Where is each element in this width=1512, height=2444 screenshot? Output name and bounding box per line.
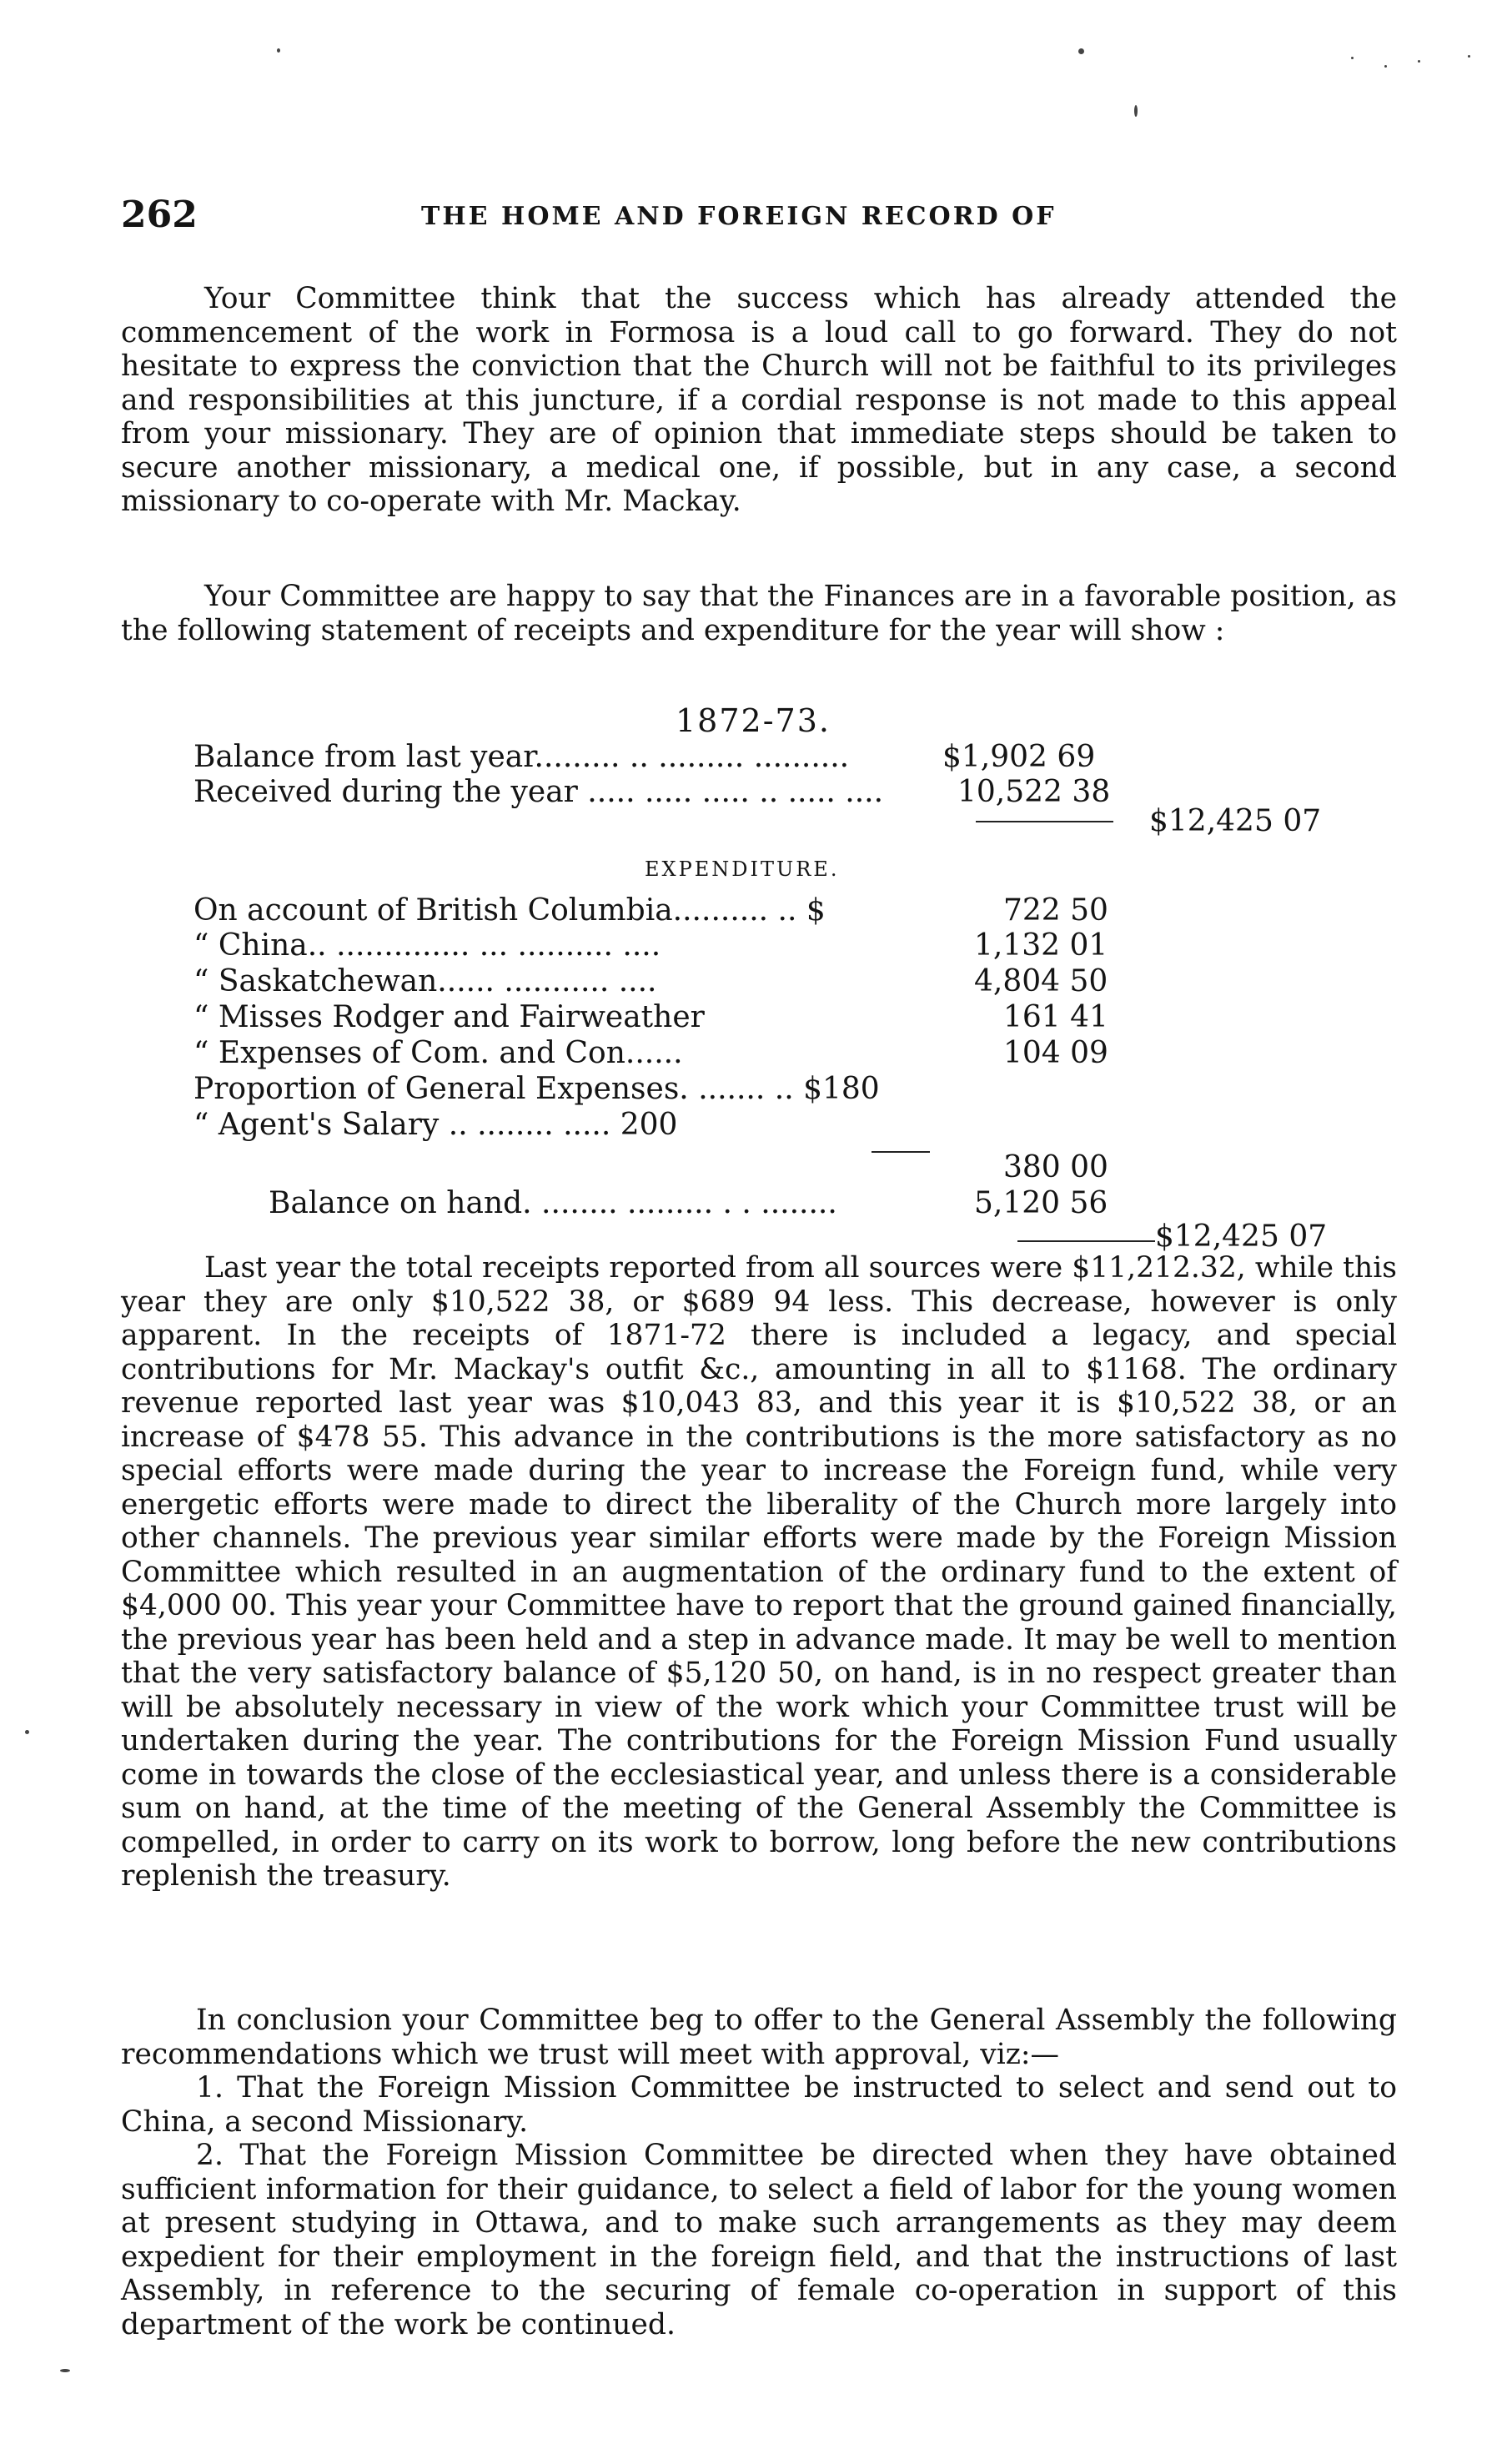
receipt-amount	[942, 741, 1095, 774]
receipt-row	[193, 741, 849, 774]
ink-speck	[1418, 60, 1420, 63]
paragraph-text: Your Committee are happy to say that the Finances are in a favorable position, as the following statement of receipts and expenditure for the year will show :	[121, 580, 1397, 647]
expenditure-value: 722 50	[1003, 893, 1108, 928]
expenditure-amount	[1003, 1001, 1108, 1034]
general-expense-row	[193, 1109, 677, 1142]
expenditure-value: 161 41	[1003, 1000, 1108, 1034]
balance-value: 5,120 56	[974, 1186, 1108, 1220]
paragraph-finances	[121, 580, 1397, 647]
expenditure-label: “ Misses Rodger and Fairweather	[193, 1000, 705, 1034]
paragraph-formosa	[121, 282, 1397, 519]
conclusion-paragraph: In conclusion your Committee beg to offer to the General Assembly the following recommendations which we trust will meet with approval, viz:—	[121, 2004, 1397, 2071]
grand-total	[1155, 1220, 1327, 1254]
grand-total-value: $12,425 07	[1155, 1219, 1328, 1254]
balance-row	[269, 1187, 837, 1220]
total-rule	[1017, 1240, 1155, 1242]
paragraph-text: Your Committee think that the success which has already attended the commencement of the work in Formosa is a loud call to go forward. They do not hesitate to express the conviction that the Church will not be faithful to its privileges and responsibilities at this juncture, if a cordial response is not made to this appeal from your missionary. They are of opinion that immediate steps should be taken to secure another missionary, a medical one, if possible, but in any case, a second missionary to co-operate with Mr. Mackay.	[121, 282, 1397, 518]
header-title: THE HOME AND FOREIGN RECORD OF	[421, 202, 1057, 231]
expenditure-label: “ China.. .............. ... .......... ....	[193, 928, 661, 963]
balance-label: Balance on hand. ........ ......... . . ........	[269, 1186, 837, 1220]
recommendation-2: 2. That the Foreign Mission Committee be directed when they have obtained sufficient information for their guidance, to select a field of labor for the young women at present studying in Ottawa, and to make such arrangements as they may deem expedient for their employment in the foreign field, and that the instructions of last Assembly, in reference to the securing of female co-operation in support of this department of the work be continued.	[121, 2139, 1397, 2341]
paragraph-text: Last year the total receipts reported from all sources were $11,212.32, while this year they are only $10,522 38, or $689 94 less. This decrease, however is only apparent. In the receipts of 1871-72 there is included a legacy, and special contributions for Mr. Mackay's outfit &c., amounting in all to $1168. The ordinary revenue reported last year was $10,043 83, and this year it is $10,522 38, or an increase of $478 55. This advance in the contributions is the more satisfactory as no special efforts were made during the year to increase the Foreign fund, while very energetic efforts were made to direct the liberality of the Church more largely into other channels. The previous year similar efforts were made by the Foreign Mission Committee which resulted in an augmentation of the ordinary fund to the extent of $4,000 00. This year your Committee have to report that the ground gained financially, the previous year has been held and a step in advance made. It may be well to mention that the very satisfactory balance of $5,120 50, on hand, is in no respect greater than will be absolutely necessary in view of the work which your Committee trust will be undertaken during the year. The contributions for the Foreign Mission Fund usually come in towards the close of the ecclesiastical year, and unless there is a considerable sum on hand, at the time of the meeting of the General Assembly the Committee is compelled, in order to carry on its work to borrow, long before the new contributions replenish the treasury.	[121, 1251, 1397, 1893]
expenditure-amount	[974, 965, 1108, 998]
expenditure-value: 4,804 50	[974, 964, 1108, 998]
expenditure-row	[193, 965, 657, 998]
expenditure-row	[193, 929, 661, 963]
general-expense-label: Proportion of General Expenses. ....... .. $180	[193, 1072, 880, 1106]
receipts-total	[1149, 805, 1321, 838]
ink-speck	[1134, 105, 1138, 117]
paragraph-receipts-discussion	[121, 1251, 1397, 1893]
ink-speck	[60, 2369, 70, 2372]
sum-rule	[976, 821, 1113, 822]
expenditure-row	[193, 1037, 683, 1070]
receipt-value: 10,522 38	[957, 775, 1111, 809]
ink-speck	[1351, 57, 1354, 59]
ink-speck	[277, 48, 280, 53]
expenditure-label: On account of British Columbia.......... .. $	[193, 893, 826, 928]
receipt-amount	[957, 776, 1110, 809]
expenditure-amount	[974, 929, 1108, 963]
expenditure-row	[193, 1001, 705, 1034]
balance-amount	[974, 1187, 1108, 1220]
expenditure-amount	[1003, 1037, 1108, 1070]
receipt-label: Received during the year ..... ..... ..... .. ..... ....	[193, 775, 884, 809]
receipt-label: Balance from last year......... .. ......... ..........	[193, 740, 850, 774]
conclusion-section	[121, 2004, 1397, 2341]
general-expense-label: “ Agent's Salary .. ........ ..... 200	[193, 1108, 678, 1142]
receipt-value: $1,902 69	[942, 740, 1096, 774]
expenditure-amount	[1003, 894, 1108, 928]
expenditure-label: “ Saskatchewan...... ........... ....	[193, 964, 657, 998]
receipt-row	[193, 776, 883, 809]
expenditure-row	[193, 894, 826, 928]
general-total-value: 380 00	[1003, 1150, 1108, 1184]
expenditure-heading: EXPENDITURE.	[645, 857, 840, 881]
ink-speck	[1384, 65, 1387, 68]
ink-speck	[25, 1730, 29, 1734]
general-expense-row	[193, 1073, 880, 1106]
subtotal-rule	[872, 1151, 930, 1153]
ink-speck	[1468, 55, 1470, 58]
expenditure-value: 1,132 01	[974, 928, 1108, 963]
recommendation-1: 1. That the Foreign Mission Committee be instructed to select and send out to China, a second Missionary.	[121, 2071, 1397, 2139]
expenditure-label: “ Expenses of Com. and Con......	[193, 1036, 683, 1070]
general-total	[1003, 1151, 1108, 1184]
expenditure-value: 104 09	[1003, 1036, 1108, 1070]
ink-speck	[1078, 48, 1084, 54]
page-number: 262	[121, 194, 198, 236]
receipts-total-value: $12,425 07	[1149, 804, 1322, 838]
running-head	[121, 194, 1397, 244]
statement-year: 1872-73.	[676, 702, 831, 739]
